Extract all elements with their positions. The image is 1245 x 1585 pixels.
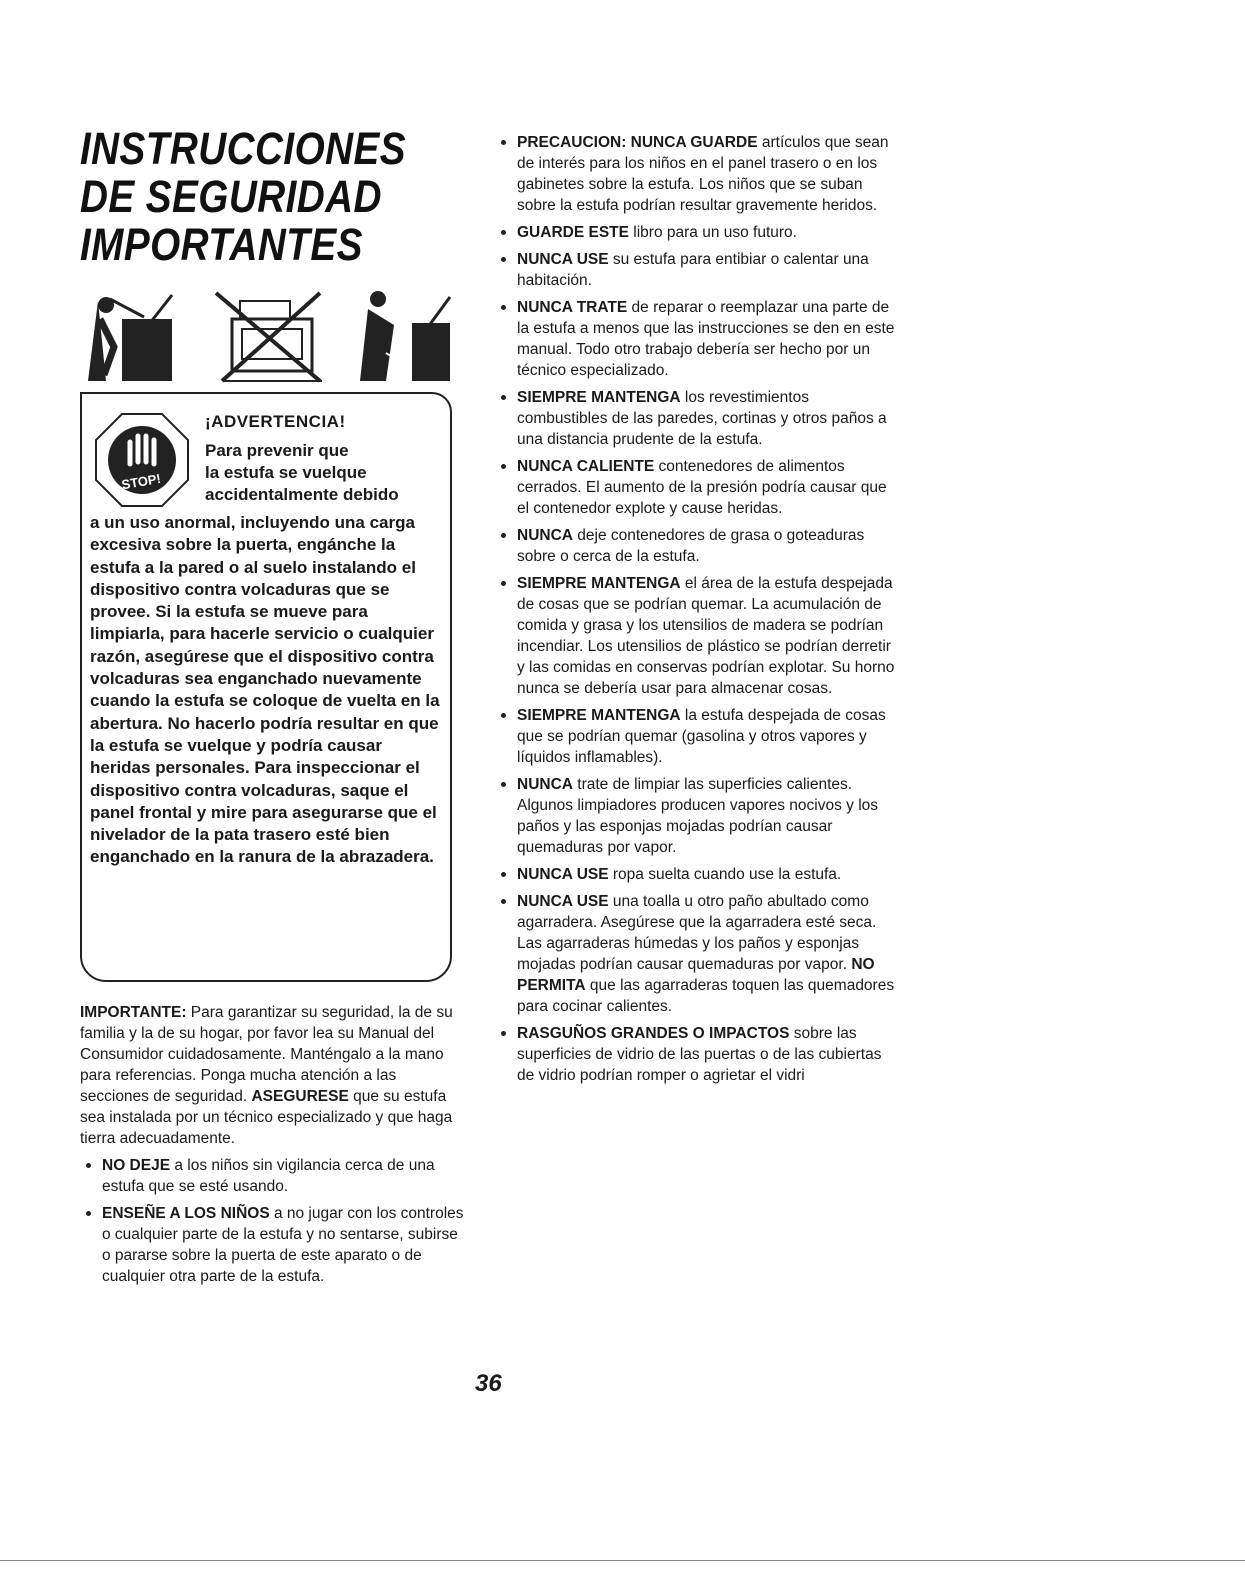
list-item: NO DEJE a los niños sin vigilancia cerca de una estufa que se esté usando. [80,1155,465,1197]
child-climbing-stove-icon [80,289,200,384]
stop-hand-icon [92,410,192,510]
warning-lead: Para prevenir que la estufa se vuelque accidentalmente debido [205,441,399,504]
tipping-hazard-pictograms [80,289,465,384]
list-item: NUNCA TRATE de reparar o reemplazar una parte de la estufa a menos que las instrucciones se den en este manual. Todo otro trabajo debería ser hecho por un técnico especializado. [495,297,895,381]
list-item: NUNCA CALIENTE contenedores de alimentos cerrados. El aumento de la presión podría causar que el contenedor explote y cause heridas. [495,456,895,519]
warning-box [80,392,452,982]
important-paragraph: IMPORTANTE: Para garantizar su seguridad, la de su familia y la de su hogar, por favor lea su Manual del Consumidor cuidadosamente. Manténgalo a la mano para referencias. Ponga mucha atención a las secciones de seguridad. ASEGURESE que su estufa sea instalada por un técnico especializado y que haga tierra adecuadamente. [80,1004,453,1147]
list-item: SIEMPRE MANTENGA los revestimientos combustibles de las paredes, cortinas y otros paños a una distancia prudente de la estufa. [495,387,895,450]
right-column [495,132,895,1092]
left-bullet-list [80,1155,465,1287]
right-bullet-list [495,132,895,1086]
list-item: SIEMPRE MANTENGA el área de la estufa despejada de cosas que se podrían quemar. La acumulación de comida y grasa y los utensilios de madera se podrían incendiar. Los utensilios de plástico se podrían derretir y las comidas en conservas podrían explotar. Su horno nunca se debería usar para almacenar cosas. [495,573,895,699]
warning-body: a un uso anormal, incluyendo una carga excesiva sobre la puerta, engánche la estufa a la pared o al suelo instalando el dispositivo contra volcaduras que se provee. Si la estufa se mueve para limpiarla, para hacerle servicio o cualquier razón, asegúrese que el dispositivo contra volcaduras sea enganchado nuevamente cuando la estufa se coloque de vuelta en la abertura. No hacerlo podría resultar en que la estufa se vuelque y podría causar heridas personales. Para inspeccionar el dispositivo contra volcaduras, saque el panel frontal y mire para asegurarse que el nivelador de la pata trasero esté bien enganchado en la ranura de la abrazadera. [90,513,440,867]
list-item: ENSEÑE A LOS NIÑOS a no jugar con los controles o cualquier parte de la estufa y no sentarse, subirse o pararse sobre la puerta de este aparato o de cualquier otra parte de la estufa. [80,1203,465,1287]
tipping-stove-icon [350,289,460,384]
list-item: GUARDE ESTE libro para un uso futuro. [495,222,895,243]
list-item: RASGUÑOS GRANDES O IMPACTOS sobre las superficies de vidrio de las puertas o de las cubiertas de vidrio podrían romper o agrietar el vidri [495,1023,895,1086]
svg-text:STOP!: STOP! [120,470,162,493]
warning-title: ¡ADVERTENCIA! [205,412,346,431]
divider [0,1560,1245,1561]
page-title: INSTRUCCIONES DE SEGURIDAD IMPORTANTES [80,123,406,270]
list-item: NUNCA USE una toalla u otro paño abultado como agarradera. Asegúrese que la agarradera esté seca. Las agarraderas húmedas y los paños y esponjas mojadas podrían causar quemaduras por vapor. NO PERMITA que las agarraderas toquen las quemadores para cocinar calientes. [495,891,895,1017]
list-item: NUNCA deje contenedores de grasa o goteaduras sobre o cerca de la estufa. [495,525,895,567]
warning-header [88,404,444,512]
list-item: NUNCA trate de limpiar las superficies calientes. Algunos limpiadores producen vapores nocivos y los paños y las esponjas mojadas podrían causar quemaduras por vapor. [495,774,895,858]
left-column [80,125,465,1293]
prohibited-stove-icon [210,289,330,384]
list-item: NUNCA USE ropa suelta cuando use la estufa. [495,864,895,885]
list-item: SIEMPRE MANTENGA la estufa despejada de cosas que se podrían quemar (gasolina y otros vapores y líquidos inflamables). [495,705,895,768]
list-item: NUNCA USE su estufa para entibiar o calentar una habitación. [495,249,895,291]
page-number: 36 [475,1370,502,1397]
list-item: PRECAUCION: NUNCA GUARDE artículos que sean de interés para los niños en el panel trasero o en los gabinetes sobre la estufa. Los niños que se suban sobre la estufa podrían resultar gravemente heridos. [495,132,895,216]
